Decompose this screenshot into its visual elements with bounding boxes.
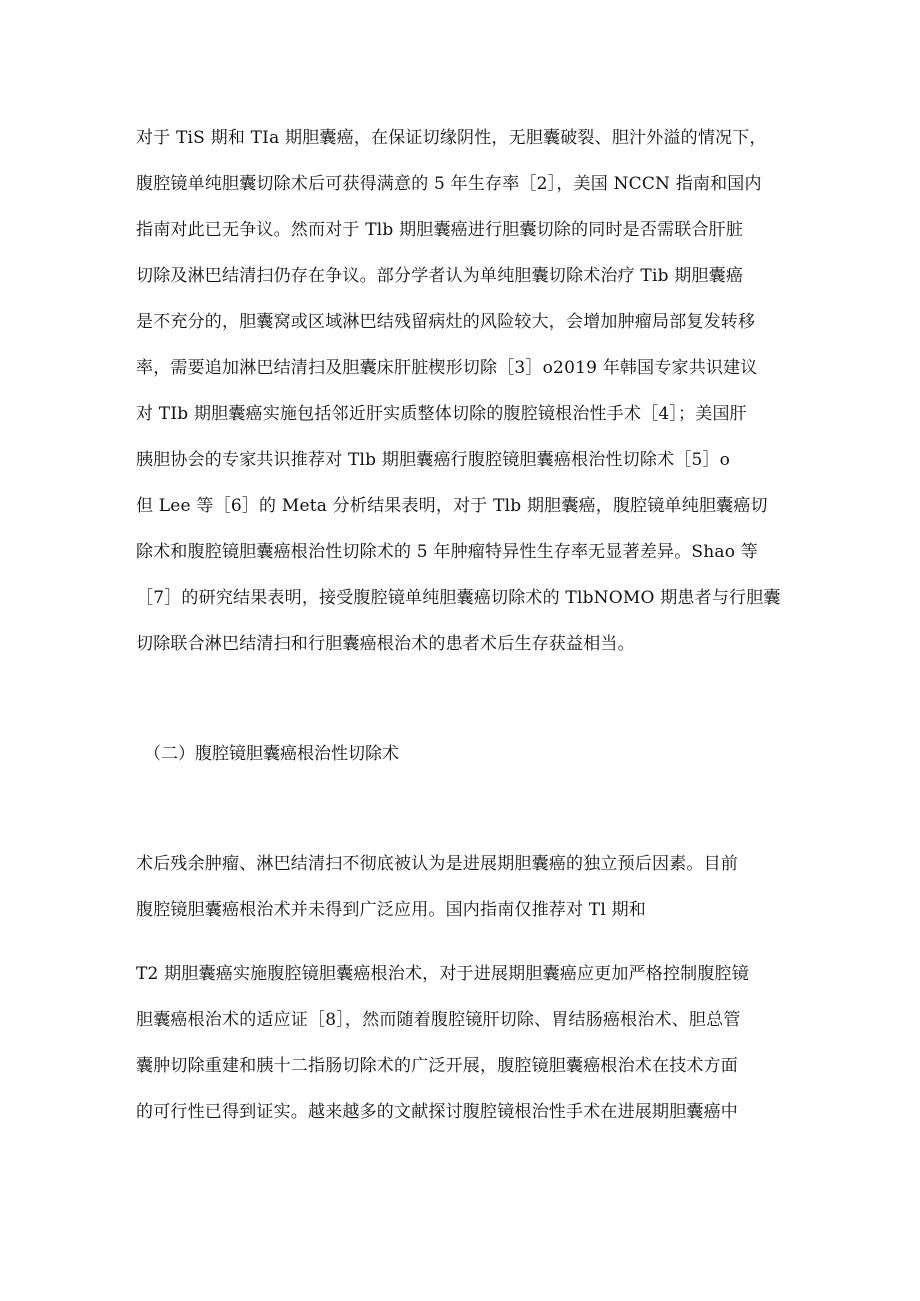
text-line: 率，需要追加淋巴结清扫及胆囊床肝脏楔形切除［3］o2019 年韩国专家共识建议 bbox=[136, 358, 758, 378]
text-line: 是不充分的，胆囊窝或区域淋巴结残留病灶的风险较大，会增加肿瘤局部复发转移 bbox=[136, 312, 756, 332]
text-line: 对 TIb 期胆囊癌实施包括邻近肝实质整体切除的腹腔镜根治性手术［4］；美国肝 bbox=[136, 404, 747, 424]
text-line: 胆囊癌根治术的适应证［8］，然而随着腹腔镜肝切除、胃结肠癌根治术、胆总管 bbox=[136, 1010, 741, 1030]
text-line: T2 期胆囊癌实施腹腔镜胆囊癌根治术，对于进展期胆囊癌应更加严格控制腹腔镜 bbox=[136, 964, 749, 984]
text-line: 除术和腹腔镜胆囊癌根治性切除术的 5 年肿瘤特异性生存率无显著差异。Shao 等 bbox=[136, 542, 758, 562]
text-line: 术后残余肿瘤、淋巴结清扫不彻底被认为是进展期胆囊癌的独立预后因素。目前 bbox=[136, 854, 738, 874]
text-line: 切除联合淋巴结清扫和行胆囊癌根治术的患者术后生存获益相当。 bbox=[136, 634, 635, 654]
text-line: 切除及淋巴结清扫仍存在争议。部分学者认为单纯胆囊切除术治疗 Tib 期胆囊癌 bbox=[136, 266, 744, 286]
section-heading: （二）腹腔镜胆囊癌根治性切除术 bbox=[144, 744, 399, 764]
text-line: 但 Lee 等［6］的 Meta 分析结果表明，对于 Tlb 期胆囊癌，腹腔镜单纯胆囊癌切 bbox=[136, 496, 768, 516]
text-line: 的可行性已得到证实。越来越多的文献探讨腹腔镜根治性手术在进展期胆囊癌中 bbox=[136, 1102, 738, 1122]
text-line: 指南对此已无争议。然而对于 Tlb 期胆囊癌进行胆囊切除的同时是否需联合肝脏 bbox=[136, 220, 744, 240]
text-line: ［7］的研究结果表明，接受腹腔镜单纯胆囊癌切除术的 TlbNOMO 期患者与行胆囊 bbox=[136, 588, 781, 608]
text-line: 对于 TiS 期和 TIa 期胆囊癌，在保证切缘阴性，无胆囊破裂、胆汁外溢的情况下， bbox=[136, 128, 767, 148]
text-line: 腹腔镜胆囊癌根治术并未得到广泛应用。国内指南仅推荐对 Tl 期和 bbox=[136, 900, 646, 920]
text-line: 囊肿切除重建和胰十二指肠切除术的广泛开展，腹腔镜胆囊癌根治术在技术方面 bbox=[136, 1056, 738, 1076]
text-line: 胰胆协会的专家共识推荐对 Tlb 期胆囊癌行腹腔镜胆囊癌根治性切除术［5］o bbox=[136, 450, 731, 470]
text-line: 腹腔镜单纯胆囊切除术后可获得满意的 5 年生存率［2］，美国 NCCN 指南和国内 bbox=[136, 174, 762, 194]
